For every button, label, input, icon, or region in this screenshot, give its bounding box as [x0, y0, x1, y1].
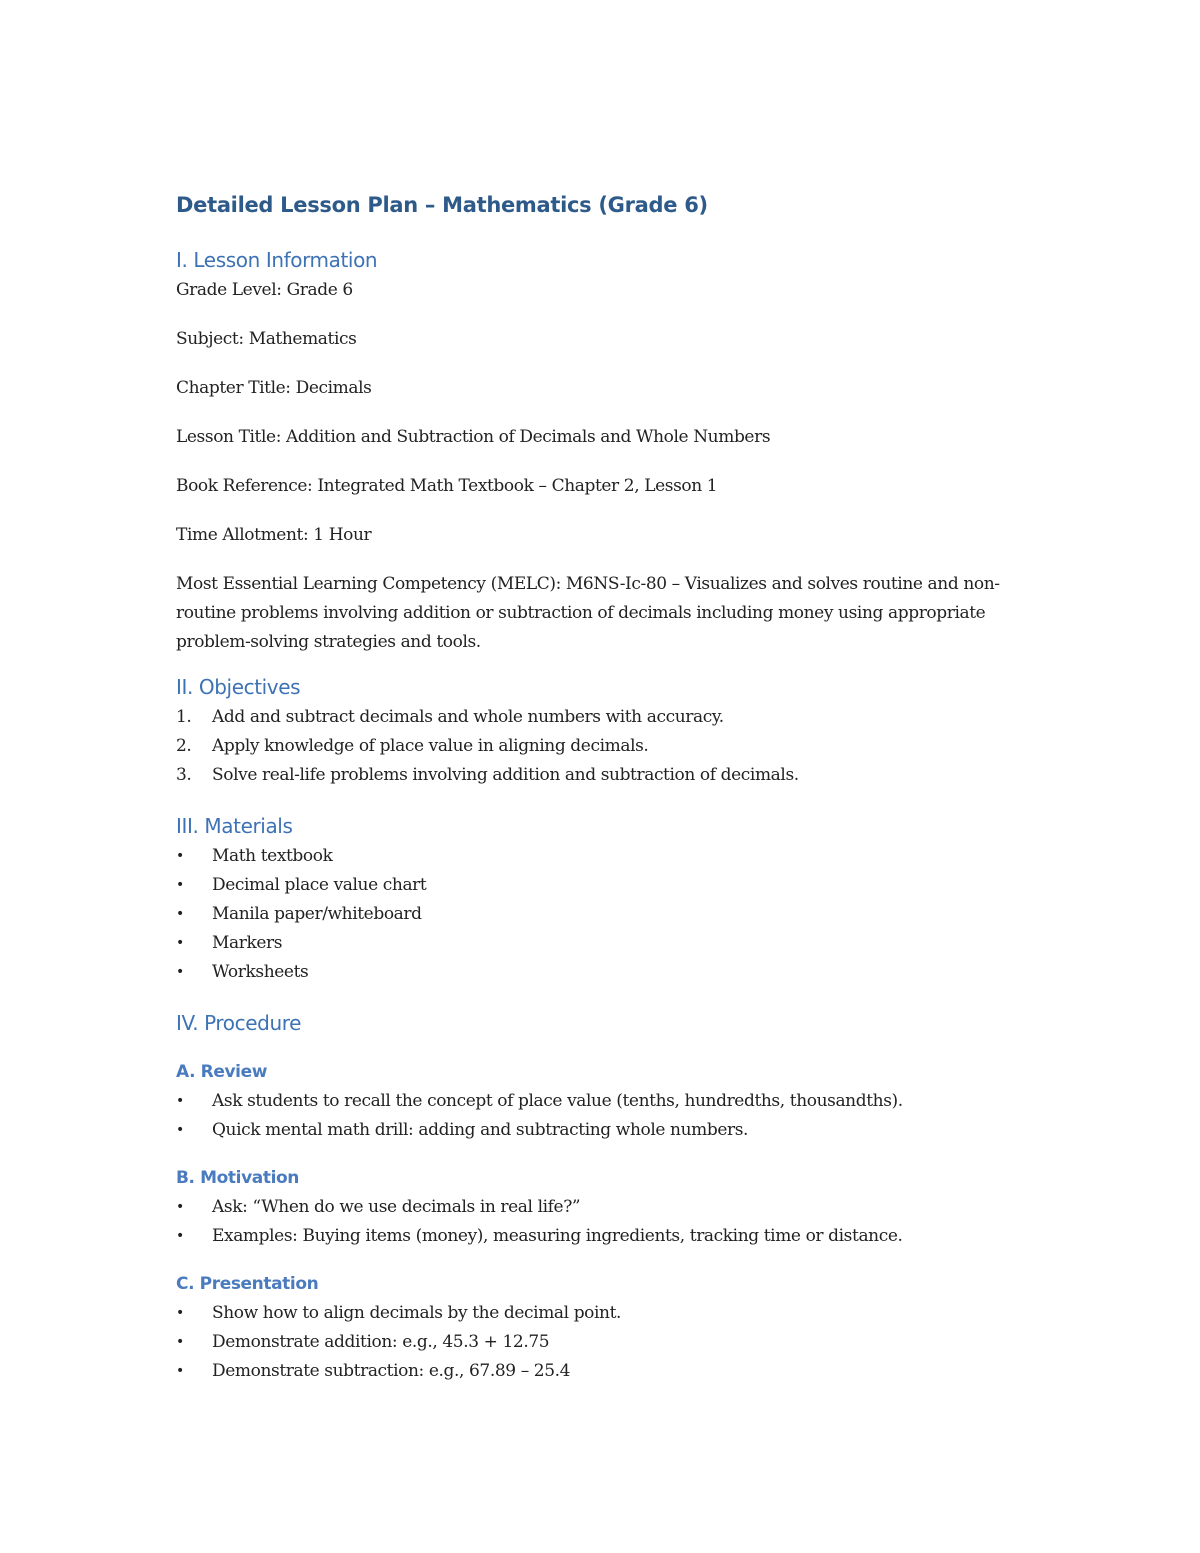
list-item: [176, 1222, 1026, 1251]
list-item: [176, 958, 1026, 987]
list-item: [176, 871, 1026, 900]
list-item-text: Examples: Buying items (money), measuring ingredients, tracking time or distance.: [212, 1226, 903, 1246]
list-item-text: Worksheets: [212, 962, 309, 982]
objectives-heading: II. Objectives: [176, 675, 301, 699]
lesson-info-heading: I. Lesson Information: [176, 248, 378, 272]
subject-text: Subject: Mathematics: [176, 329, 357, 349]
lesson-title-text: Lesson Title: Addition and Subtraction of Decimals and Whole Numbers: [176, 427, 771, 447]
list-item: [176, 1328, 1026, 1357]
motivation-list: [176, 1193, 1026, 1251]
document-body: [176, 190, 1026, 1386]
list-item-text: Show how to align decimals by the decimal point.: [212, 1303, 622, 1323]
time-allotment-text: Time Allotment: 1 Hour: [176, 525, 372, 545]
bullet-icon: •: [176, 1093, 184, 1109]
list-item-text: Apply knowledge of place value in aligning decimals.: [212, 736, 649, 756]
list-item-text: Demonstrate addition: e.g., 45.3 + 12.75: [212, 1332, 550, 1352]
procedure-heading: IV. Procedure: [176, 1011, 302, 1035]
list-item-text: Markers: [212, 933, 283, 953]
list-item: [176, 1299, 1026, 1328]
list-item-text: Solve real-life problems involving addition and subtraction of decimals.: [212, 765, 799, 785]
grade-level-text: Grade Level: Grade 6: [176, 280, 353, 300]
list-item: [176, 929, 1026, 958]
bullet-icon: •: [176, 1305, 184, 1321]
presentation-heading: C. Presentation: [176, 1274, 319, 1294]
materials-list: [176, 842, 1026, 987]
bullet-icon: •: [176, 877, 184, 893]
bullet-icon: •: [176, 1334, 184, 1350]
list-item-text: Add and subtract decimals and whole numbers with accuracy.: [212, 707, 724, 727]
motivation-heading: B. Motivation: [176, 1168, 299, 1188]
bullet-icon: •: [176, 935, 184, 951]
bullet-icon: •: [176, 964, 184, 980]
list-number: 1.: [176, 707, 192, 727]
melc-text: Most Essential Learning Competency (MELC): M6NS-Ic-80 – Visualizes and solves routine and non-routine problems involving addition or subtraction of decimals including money using appropriate problem-solving strategies and tools.: [176, 574, 1000, 652]
list-item-text: Quick mental math drill: adding and subtracting whole numbers.: [212, 1120, 749, 1140]
bullet-icon: •: [176, 906, 184, 922]
list-number: 2.: [176, 736, 192, 756]
list-item-text: Ask: “When do we use decimals in real life?”: [212, 1197, 581, 1217]
list-item-text: Decimal place value chart: [212, 875, 427, 895]
book-reference-text: Book Reference: Integrated Math Textbook – Chapter 2, Lesson 1: [176, 476, 718, 496]
presentation-list: [176, 1299, 1026, 1386]
chapter-title-text: Chapter Title: Decimals: [176, 378, 372, 398]
review-list: [176, 1087, 1026, 1145]
list-item-text: Manila paper/whiteboard: [212, 904, 422, 924]
list-item: [176, 1357, 1026, 1386]
list-item: [176, 1116, 1026, 1145]
list-item: [176, 842, 1026, 871]
list-item: [176, 1193, 1026, 1222]
list-item: [176, 761, 1026, 790]
list-item-text: Demonstrate subtraction: e.g., 67.89 – 25.4: [212, 1361, 571, 1381]
list-number: 3.: [176, 765, 192, 785]
list-item: [176, 1087, 1026, 1116]
list-item-text: Math textbook: [212, 846, 333, 866]
bullet-icon: •: [176, 1363, 184, 1379]
bullet-icon: •: [176, 1228, 184, 1244]
list-item: [176, 703, 1026, 732]
bullet-icon: •: [176, 1199, 184, 1215]
list-item-text: Ask students to recall the concept of place value (tenths, hundredths, thousandths).: [212, 1091, 903, 1111]
list-item: [176, 732, 1026, 761]
list-item: [176, 900, 1026, 929]
bullet-icon: •: [176, 848, 184, 864]
materials-heading: III. Materials: [176, 814, 293, 838]
objectives-list: [176, 703, 1026, 790]
document-title: Detailed Lesson Plan – Mathematics (Grade 6): [176, 193, 708, 217]
bullet-icon: •: [176, 1122, 184, 1138]
review-heading: A. Review: [176, 1062, 268, 1082]
